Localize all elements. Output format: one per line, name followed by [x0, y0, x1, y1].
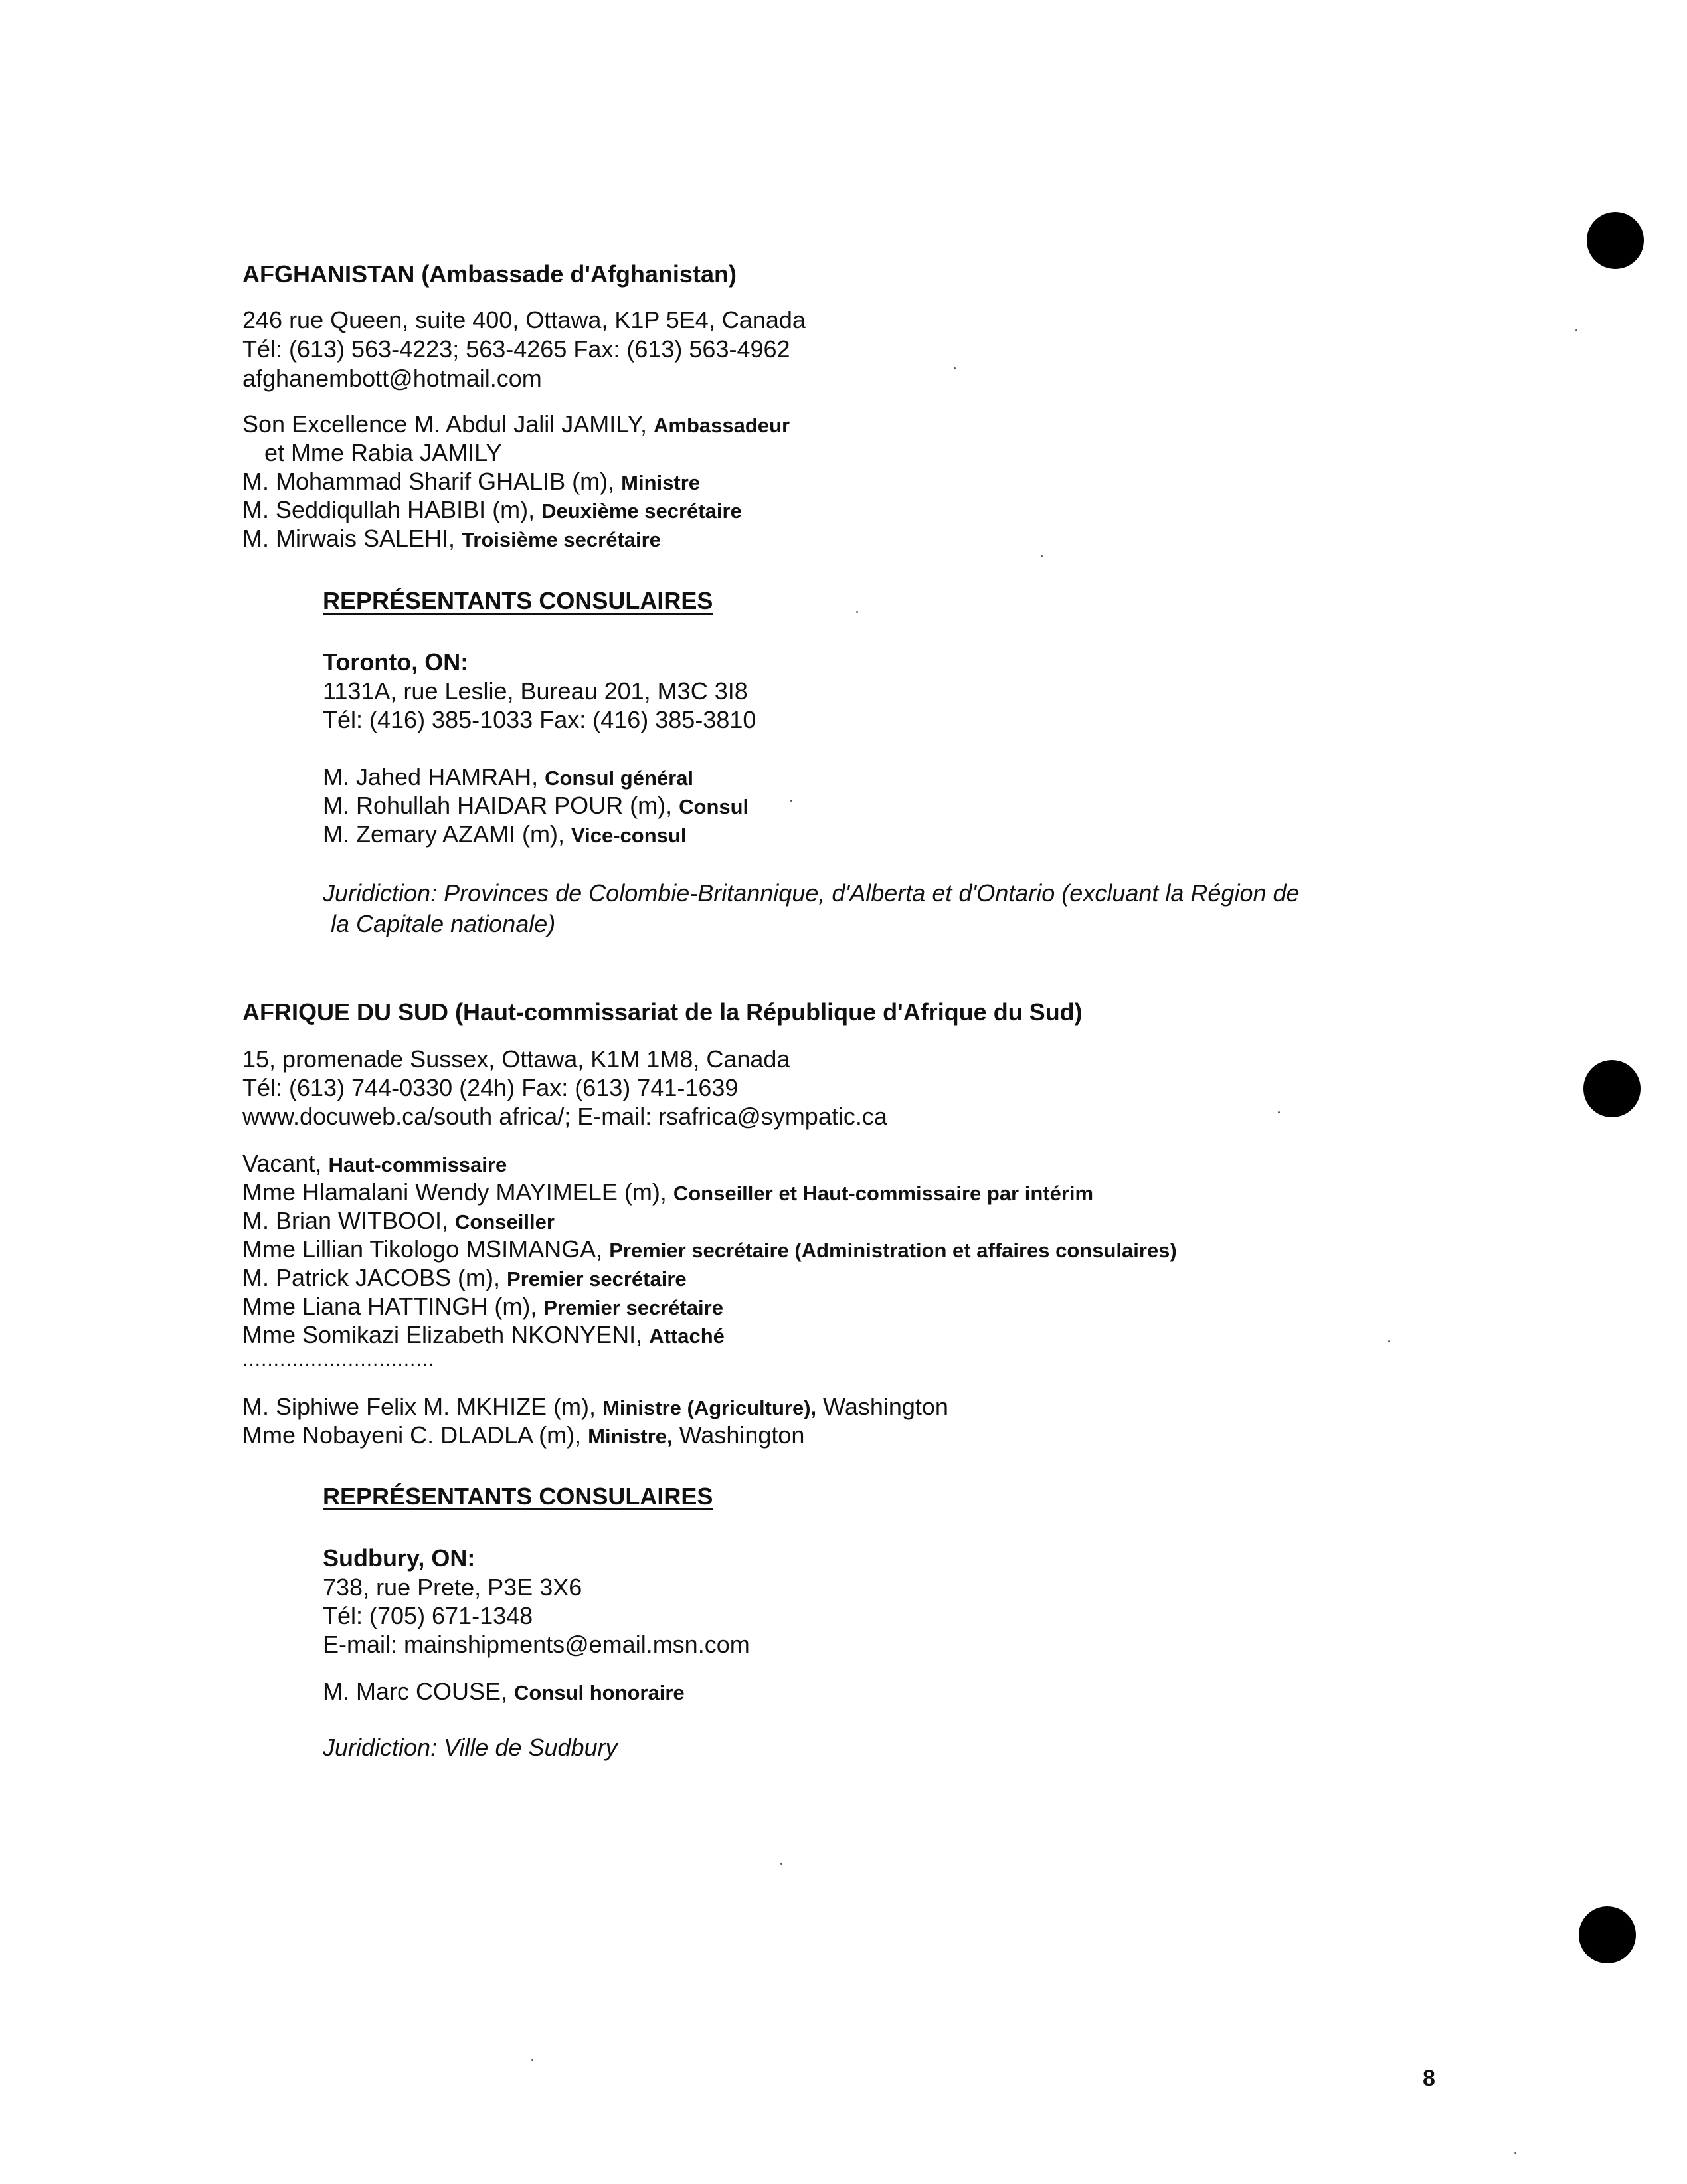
- staff-line: [242, 524, 661, 554]
- staff-role: Attaché: [649, 1324, 725, 1348]
- punch-hole-bottom: [1579, 1906, 1636, 1963]
- staff-line: [242, 1263, 687, 1293]
- south-africa-phone: Tél: (613) 744-0330 (24h) Fax: (613) 741-1639: [242, 1074, 739, 1101]
- staff-name: Mme Hlamalani Wendy MAYIMELE (m),: [242, 1178, 667, 1206]
- consular-phone: Tél: (416) 385-1033 Fax: (416) 385-3810: [323, 706, 756, 733]
- staff-line: [242, 467, 700, 497]
- south-africa-web: www.docuweb.ca/south africa/; E-mail: rsafrica@sympatic.ca: [242, 1103, 887, 1130]
- consular-staff-line: [323, 820, 686, 850]
- consular-city: Sudbury, ON:: [323, 1544, 476, 1572]
- scan-speck: [1514, 2152, 1516, 2154]
- staff-role: Ministre (Agriculture),: [602, 1396, 817, 1419]
- dotted-separator: ...............................: [242, 1348, 435, 1370]
- page-number: 8: [1423, 2066, 1435, 2091]
- staff-line: [242, 410, 790, 440]
- consular-phone: Tél: (705) 671-1348: [323, 1602, 533, 1629]
- staff-role: Conseiller et Haut-commissaire par intérim: [673, 1182, 1094, 1205]
- scan-speck: [531, 2059, 533, 2061]
- consular-staff-line: [323, 791, 749, 821]
- staff-location: Washington: [823, 1393, 948, 1420]
- staff-line: [242, 496, 742, 525]
- scan-speck: [1041, 555, 1043, 557]
- staff-name: Vacant,: [242, 1150, 322, 1177]
- consular-heading: REPRÉSENTANTS CONSULAIRES: [323, 587, 713, 614]
- afghanistan-heading: AFGHANISTAN (Ambassade d'Afghanistan): [242, 260, 737, 288]
- staff-role: Consul honoraire: [514, 1681, 685, 1704]
- afghanistan-email: afghanembott@hotmail.com: [242, 365, 542, 392]
- washington-staff-line: [242, 1421, 804, 1451]
- staff-role: Deuxième secrétaire: [541, 500, 742, 523]
- staff-line: [242, 1149, 507, 1179]
- scan-speck: [1575, 329, 1577, 331]
- staff-role: Consul: [679, 795, 749, 818]
- staff-role: Conseiller: [455, 1210, 555, 1233]
- staff-name: M. Mirwais SALEHI,: [242, 525, 456, 552]
- staff-role: Ambassadeur: [654, 414, 790, 437]
- consular-address: 1131A, rue Leslie, Bureau 201, M3C 3I8: [323, 678, 748, 705]
- consular-staff-line: [323, 763, 693, 792]
- staff-name: M. Seddiqullah HABIBI (m),: [242, 496, 535, 523]
- consular-heading: REPRÉSENTANTS CONSULAIRES: [323, 1483, 713, 1510]
- staff-role: Premier secrétaire (Administration et affaires consulaires): [609, 1239, 1177, 1262]
- staff-location: Washington: [679, 1421, 805, 1449]
- scan-speck: [1388, 1340, 1390, 1342]
- scan-speck: [780, 1863, 782, 1865]
- staff-name: M. Rohullah HAIDAR POUR (m),: [323, 792, 673, 819]
- staff-name: M. Jahed HAMRAH,: [323, 763, 539, 790]
- staff-line: [242, 1235, 1177, 1265]
- staff-name: M. Brian WITBOOI,: [242, 1207, 449, 1234]
- south-africa-heading: AFRIQUE DU SUD (Haut-commissariat de la République d'Afrique du Sud): [242, 998, 1083, 1026]
- staff-name: M. Mohammad Sharif GHALIB (m),: [242, 468, 615, 495]
- scan-speck: [954, 367, 956, 369]
- staff-line: [242, 1178, 1093, 1208]
- staff-role: Ministre,: [588, 1425, 673, 1448]
- staff-role: Consul général: [545, 767, 694, 790]
- jurisdiction-line: Juridiction: Ville de Sudbury: [323, 1734, 618, 1761]
- punch-hole-middle: [1583, 1060, 1641, 1117]
- afghanistan-address: 246 rue Queen, suite 400, Ottawa, K1P 5E4, Canada: [242, 306, 806, 333]
- staff-name: M. Siphiwe Felix M. MKHIZE (m),: [242, 1393, 596, 1420]
- staff-name: Mme Somikazi Elizabeth NKONYENI,: [242, 1321, 643, 1348]
- staff-name: et Mme Rabia JAMILY: [264, 439, 502, 466]
- jurisdiction-line-1: Juridiction: Provinces de Colombie-Britannique, d'Alberta et d'Ontario (excluant la Région de: [323, 879, 1300, 907]
- consular-city: Toronto, ON:: [323, 648, 469, 676]
- staff-name: Son Excellence M. Abdul Jalil JAMILY,: [242, 410, 647, 438]
- scan-speck: [790, 800, 792, 802]
- consular-address: 738, rue Prete, P3E 3X6: [323, 1574, 582, 1601]
- south-africa-address: 15, promenade Sussex, Ottawa, K1M 1M8, Canada: [242, 1046, 790, 1073]
- scan-speck: [1278, 1111, 1280, 1113]
- staff-name: Mme Nobayeni C. DLADLA (m),: [242, 1421, 582, 1449]
- staff-name: M. Marc COUSE,: [323, 1678, 508, 1705]
- staff-role: Ministre: [621, 471, 701, 494]
- staff-role: Vice-consul: [571, 824, 687, 847]
- staff-line: [264, 438, 501, 467]
- staff-line: [242, 1320, 725, 1350]
- consular-email: E-mail: mainshipments@email.msn.com: [323, 1631, 750, 1658]
- punch-hole-top: [1587, 212, 1644, 269]
- staff-role: Troisième secrétaire: [462, 528, 661, 551]
- staff-name: M. Patrick JACOBS (m),: [242, 1264, 501, 1291]
- afghanistan-phone: Tél: (613) 563-4223; 563-4265 Fax: (613) 563-4962: [242, 335, 790, 363]
- staff-name: M. Zemary AZAMI (m),: [323, 820, 565, 848]
- staff-role: Premier secrétaire: [507, 1267, 687, 1291]
- consular-staff-line: [323, 1677, 685, 1707]
- staff-name: Mme Lillian Tikologo MSIMANGA,: [242, 1235, 603, 1263]
- scan-speck: [856, 611, 858, 613]
- jurisdiction-line-2: la Capitale nationale): [331, 910, 556, 937]
- staff-name: Mme Liana HATTINGH (m),: [242, 1293, 537, 1320]
- staff-role: Haut-commissaire: [328, 1153, 507, 1176]
- washington-staff-line: [242, 1392, 948, 1422]
- staff-role: Premier secrétaire: [543, 1296, 723, 1319]
- staff-line: [242, 1292, 723, 1322]
- staff-line: [242, 1206, 555, 1236]
